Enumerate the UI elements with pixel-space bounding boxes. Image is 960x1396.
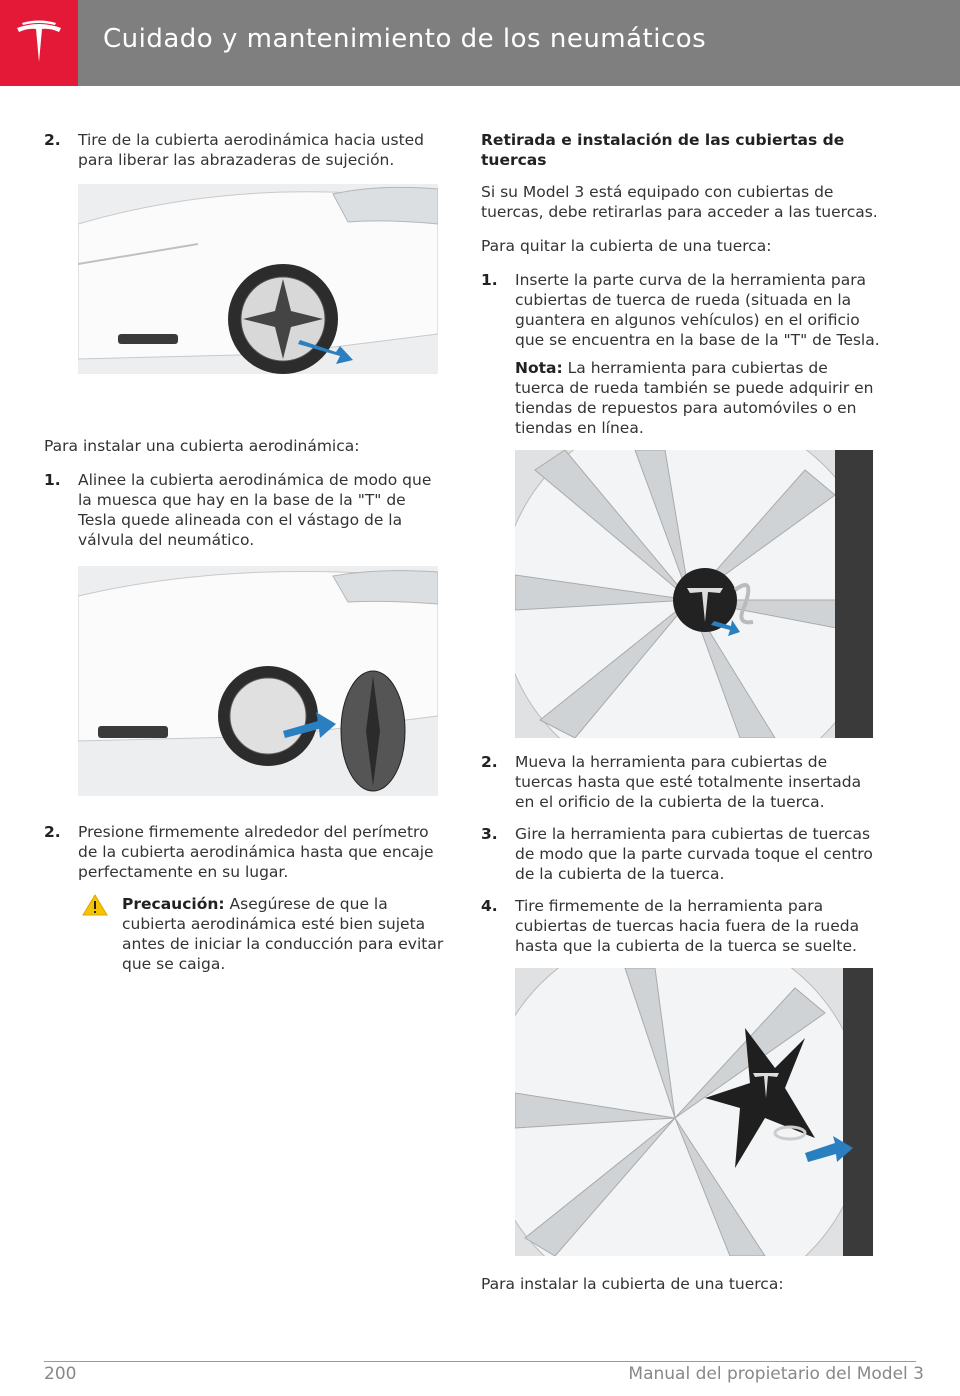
note-text: La herramienta para cubiertas de tuerca de rueda también se puede adquirir en tiendas de repuestos para automóviles o en tiendas en línea.	[515, 359, 874, 437]
step-number: 1.	[44, 471, 61, 489]
left-column	[44, 130, 444, 974]
step-text: Tire de la cubierta aerodinámica hacia usted para liberar las abrazaderas de sujeción.	[78, 131, 425, 169]
note-label: Nota:	[515, 359, 563, 377]
note	[515, 358, 881, 438]
caution-label: Precaución:	[122, 895, 225, 913]
step-rotate-tool	[481, 824, 881, 884]
right-column	[481, 130, 881, 1308]
remove-lug-intro: Para quitar la cubierta de una tuerca:	[481, 237, 772, 255]
step-insert-tool	[481, 270, 881, 438]
lug-cover-remove-figure	[515, 968, 873, 1256]
step-pull-cover	[44, 130, 444, 170]
step-text: Presione firmemente alrededor del perímetro de la cubierta aerodinámica hasta que encaje perfectamente en su lugar.	[78, 823, 434, 881]
install-lug-intro: Para instalar la cubierta de una tuerca:	[481, 1275, 784, 1293]
tesla-logo	[0, 0, 78, 86]
caution-text: Asegúrese de que la cubierta aerodinámica esté bien sujeta antes de iniciar la conducción para evitar que se caiga.	[122, 895, 444, 973]
page-title: Cuidado y mantenimiento de los neumáticos	[103, 24, 707, 54]
step-number: 2.	[44, 823, 61, 841]
caution-note	[82, 894, 444, 974]
step-text: Inserte la parte curva de la herramienta para cubiertas de tuerca de rueda (situada en la guantera en algunos vehículos) en el orificio que se encuentra en la base de la "T" de Tesla.	[515, 271, 880, 349]
lug-cover-intro: Si su Model 3 está equipado con cubiertas de tuercas, debe retirarlas para acceder a las tuercas.	[481, 183, 878, 221]
step-number: 3.	[481, 825, 498, 843]
step-number: 2.	[481, 753, 498, 771]
step-text: Alinee la cubierta aerodinámica de modo que la muesca que hay en la base de la "T" de Tesla quede alineada con el vástago de la válvula del neumático.	[78, 471, 432, 549]
step-align-cover	[44, 470, 444, 550]
footer-title: Manual del propietario del Model 3	[628, 1364, 924, 1384]
step-number: 1.	[481, 271, 498, 289]
tesla-logo-icon	[14, 18, 64, 68]
aero-cover-remove-figure	[78, 184, 438, 374]
install-aero-intro: Para instalar una cubierta aerodinámica:	[44, 437, 360, 455]
step-text: Mueva la herramienta para cubiertas de tuercas hasta que esté totalmente insertada en el orificio de la cubierta de la tuerca.	[515, 753, 862, 811]
section-heading: Retirada e instalación de las cubiertas de tuercas	[481, 131, 845, 169]
step-number: 2.	[44, 131, 61, 149]
step-text: Gire la herramienta para cubiertas de tuercas de modo que la parte curvada toque el centro de la cubierta de la tuerca.	[515, 825, 873, 883]
step-pull-tool	[481, 896, 881, 956]
step-press-cover	[44, 822, 444, 882]
warning-triangle-icon	[82, 894, 108, 916]
step-text: Tire firmemente de la herramienta para cubiertas de tuercas hacia fuera de la rueda hasta que la cubierta de la tuerca se suelte.	[515, 897, 860, 955]
step-number: 4.	[481, 897, 498, 915]
page-number: 200	[44, 1364, 77, 1384]
page-header	[0, 0, 960, 86]
lug-tool-insert-figure	[515, 450, 873, 738]
footer-divider	[44, 1361, 916, 1362]
step-push-tool	[481, 752, 881, 812]
aero-cover-install-figure	[78, 566, 438, 796]
